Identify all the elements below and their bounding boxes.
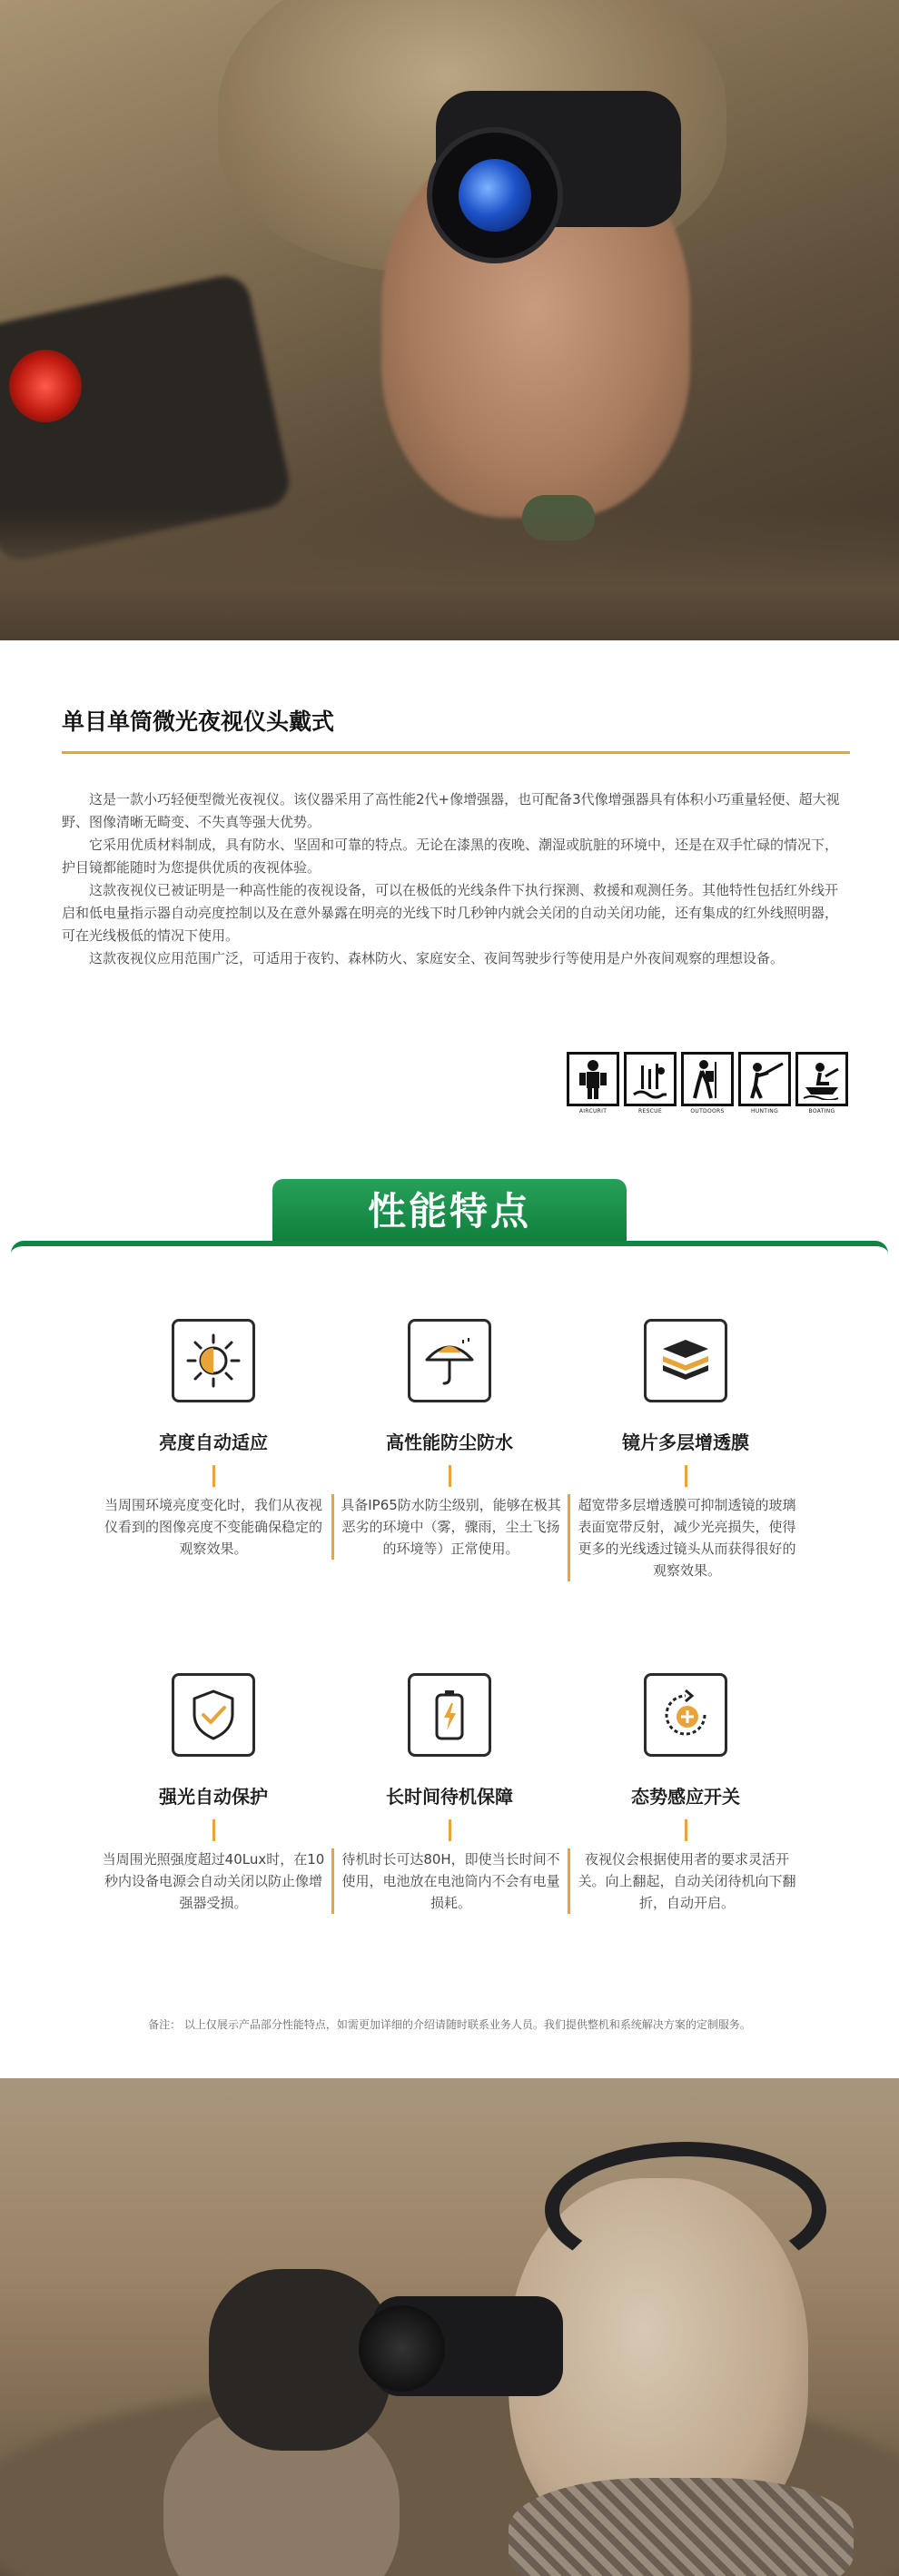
- feature-divider: [449, 1819, 451, 1841]
- usage-hunting: [738, 1052, 791, 1117]
- hero-photo: [0, 0, 899, 640]
- features-heading: 性能特点: [272, 1179, 627, 1244]
- features-divider: [11, 1241, 888, 1253]
- rescue-icon: [624, 1052, 677, 1106]
- description-paragraph: 这款夜视仪已被证明是一种高性能的夜视设备，可以在极低的光线条件下执行探测、救援和观测任务。其他特性包括红外线开启和低电量指示器自动亮度控制以及在意外暴露在明亮的光线下时几秒钟内就会关闭的自动关闭功能，还有集成的红外线照明器，可在光线极低的情况下使用。: [62, 882, 839, 944]
- feature-divider: [685, 1465, 687, 1487]
- red-dot-scope: [9, 350, 82, 422]
- head-mount-strap: [545, 2142, 826, 2278]
- usage-caption: AIRCURIT: [578, 1108, 608, 1115]
- usage-caption: OUTDOORS: [690, 1108, 725, 1115]
- feature-card: [331, 1319, 568, 1560]
- layers-icon: [644, 1319, 727, 1402]
- usage-caption: BOATING: [808, 1108, 835, 1115]
- monocular-lens: [359, 2305, 445, 2392]
- hunter-icon: [738, 1052, 791, 1106]
- feature-title: 态势感应开关: [631, 1786, 740, 1808]
- feature-divider: [685, 1819, 687, 1841]
- footnote: 备注： 以上仅展示产品部分性能特点，如需更加详细的介绍请随时联系业务人员。我们提供整机和系统解决方案的定制服务。: [148, 2018, 751, 2031]
- description-paragraph: 这是一款小巧轻便型微光夜视仪。该仪器采用了高性能2代+像增强器，也可配备3代像增强器具有体积小巧重量轻便、超大视野、图像清晰无畸变、不失真等强大优势。: [62, 791, 840, 830]
- feature-divider: [449, 1465, 451, 1487]
- description-paragraph: 这款夜视仪应用范围广泛，可适用于夜钓、森林防火、家庭安全、夜间驾驶步行等使用是户外夜间观察的理想设备。: [89, 950, 785, 966]
- usage-outdoors: [681, 1052, 734, 1117]
- sun-icon: [172, 1319, 255, 1402]
- usage-caption: RESCUE: [638, 1108, 662, 1115]
- feature-title: 高性能防尘防水: [386, 1432, 513, 1453]
- product-title: 单目单筒微光夜视仪头戴式: [62, 708, 335, 735]
- feature-description: 具备IP65防水防尘级别，能够在极其恶劣的环境中（雾，骤雨，尘土飞扬的环境等）正常使用。: [331, 1494, 568, 1560]
- feature-card: [568, 1673, 804, 1914]
- boat-icon: [795, 1052, 848, 1106]
- blue-lens: [459, 159, 531, 232]
- feature-description: 当周围环境亮度变化时，我们从夜视仪看到的图像亮度不变能确保稳定的观察效果。: [104, 1497, 322, 1557]
- feature-card: [568, 1319, 804, 1581]
- usage-boating: [795, 1052, 848, 1117]
- feature-card: [331, 1673, 568, 1914]
- person-icon: [567, 1052, 619, 1106]
- feature-title: 长时间待机保障: [386, 1786, 513, 1808]
- feature-title: 镜片多层增透膜: [622, 1432, 749, 1453]
- tactical-gear: [0, 509, 899, 640]
- feature-card: [95, 1319, 331, 1560]
- feature-description: 超宽带多层增透膜可抑制透镜的玻璃表面宽带反射，减少光亮损失，使得更多的光线透过镜头从而获得很好的观察效果。: [568, 1494, 804, 1581]
- battery-icon: [408, 1673, 491, 1757]
- feature-description: 当周围光照强度超过40Lux时，在10秒内设备电源会自动关闭以防止像增强器受损。: [102, 1851, 325, 1911]
- description-paragraph: 它采用优质材料制成，具有防水、坚固和可靠的特点。无论在漆黑的夜晚、潮湿或肮脏的环境中，还是在双手忙碌的情况下，护目镜都能随时为您提供优质的夜视体验。: [62, 837, 839, 876]
- feature-title: 亮度自动适应: [159, 1432, 268, 1453]
- scarf: [509, 2478, 854, 2576]
- hiker-icon: [681, 1052, 734, 1106]
- feature-card: [95, 1673, 331, 1914]
- umbrella-icon: [408, 1319, 491, 1402]
- title-divider: [62, 751, 850, 754]
- usage-icons: [567, 1052, 848, 1117]
- usage-rescue: [624, 1052, 677, 1117]
- rotate-icon: [644, 1673, 727, 1757]
- feature-divider: [212, 1819, 215, 1841]
- shield-check-icon: [172, 1673, 255, 1757]
- usage-caption: HUNTING: [750, 1108, 779, 1115]
- product-description: [62, 788, 850, 970]
- feature-description: 夜视仪会根据使用者的要求灵活开关。向上翻起，自动关闭待机向下翻折，自动开启。: [568, 1848, 804, 1914]
- feature-title: 强光自动保护: [159, 1786, 268, 1808]
- usage-aircurit: [567, 1052, 619, 1117]
- product-photo: [0, 2078, 899, 2576]
- feature-description: 待机时长可达80H，即使当长时间不使用，电池放在电池筒内不会有电量损耗。: [331, 1848, 568, 1914]
- feature-divider: [212, 1465, 215, 1487]
